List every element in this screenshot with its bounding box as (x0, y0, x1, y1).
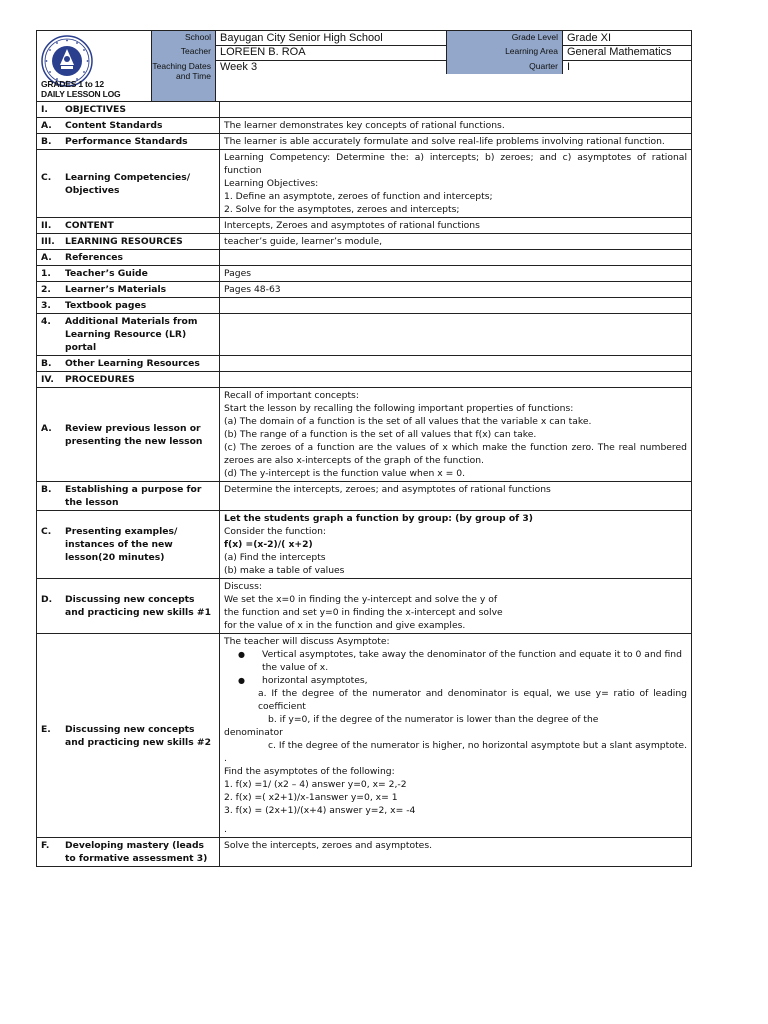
row-text: Solve the intercepts, zeroes and asymptotes. (220, 838, 692, 867)
row-label: Discussing new concepts and practicing new skills #1 (65, 594, 211, 618)
logo-area (37, 31, 151, 101)
examples-function: f(x) =(x-2)/( x+2) (224, 539, 313, 550)
discuss-line: for the value of x in the function and give examples. (224, 620, 466, 631)
quarter-label: Quarter (446, 60, 563, 74)
find-heading: Find the asymptotes of the following: (224, 766, 395, 777)
row-label: References (65, 252, 123, 263)
row-label: Review previous lesson or presenting the new lesson (65, 422, 203, 447)
row-number: IV. (41, 374, 54, 385)
daily-lesson-log (36, 30, 692, 867)
row-text: Pages (220, 266, 692, 282)
examples-line: Consider the function: (224, 526, 327, 537)
row-performance-standards (37, 134, 692, 150)
row-textbook-pages (37, 298, 692, 314)
row-label: CONTENT (65, 220, 114, 231)
row-text: The learner is able accurately formulate and solve real-life problems involving rational function. (220, 134, 692, 150)
row-label: Presenting examples/ instances of the new lesson(20 minutes) (65, 526, 178, 563)
row-label: Performance Standards (65, 136, 188, 147)
examples-line: Let the students graph a function by group: (by group of 3) (224, 513, 533, 524)
competency-text: Learning Competency: Determine the: a) intercepts; b) zeroes; and c) asymptotes of rational function (224, 152, 687, 176)
row-text: Pages 48-63 (220, 282, 692, 298)
exercise-3: 3. f(x) = (2x+1)/(x+4) answer y=2, x= -4 (224, 805, 416, 816)
row-label: OBJECTIVES (65, 104, 126, 115)
header-row-dates (151, 60, 691, 101)
row-teachers-guide (37, 266, 692, 282)
rule-a: a. If the degree of the numerator and denominator is equal, we use y= ratio of leading coefficient (258, 688, 687, 712)
row-number: B. (41, 358, 52, 369)
teaching-dates-label: Teaching Dates and Time (151, 60, 216, 101)
row-number: 1. (41, 268, 51, 279)
row-number: III. (41, 236, 55, 247)
school-value: Bayugan City Senior High School (220, 32, 383, 44)
row-label: Other Learning Resources (65, 358, 200, 369)
row-text: Intercepts, Zeroes and asymptotes of rational functions (220, 218, 692, 234)
row-number: B. (41, 484, 52, 495)
row-purpose (37, 482, 692, 511)
review-line: Recall of important concepts: (224, 390, 359, 401)
row-label: Developing mastery (leads to formative assessment 3) (65, 840, 208, 864)
quarter-value: I (567, 61, 571, 73)
row-number: B. (41, 136, 52, 147)
row-text: Determine the intercepts, zeroes; and asymptotes of rational functions (220, 482, 692, 511)
row-review (37, 388, 692, 482)
row-content-standards (37, 118, 692, 134)
examples-line: (b) make a table of values (224, 565, 345, 576)
grades-title (41, 79, 120, 99)
row-label: Discussing new concepts and practicing new skills #2 (65, 723, 211, 748)
row-procedures (37, 372, 692, 388)
header-row-school (151, 31, 691, 46)
lesson-table (36, 101, 692, 867)
row-label: Teacher’s Guide (65, 268, 148, 279)
discuss-line: We set the x=0 in finding the y-intercept and solve the y of (224, 594, 498, 605)
rule-c: c. If the degree of the numerator is higher, no horizontal asymptote but a slant asymptote. (268, 740, 688, 751)
row-label: Additional Materials from Learning Resource (LR) portal (65, 316, 198, 353)
row-number: C. (41, 526, 52, 537)
review-line: (b) The range of a function is the set of all values that f(x) can take. (224, 429, 537, 440)
discuss-line: the function and set y=0 in finding the x-intercept and solve (224, 607, 503, 618)
row-label: Establishing a purpose for the lesson (65, 484, 202, 508)
teacher-label: Teacher (151, 45, 216, 60)
asymptote-list (224, 648, 687, 687)
row-discuss-1 (37, 579, 692, 634)
row-label: Content Standards (65, 120, 163, 131)
row-number: I. (41, 104, 48, 115)
row-number: A. (41, 120, 52, 131)
row-label: Learning Competencies/ Objectives (65, 171, 191, 196)
school-label: School (151, 31, 216, 45)
objective-2: 2. Solve for the asymptotes, zeroes and intercepts; (224, 204, 460, 215)
row-additional-materials (37, 314, 692, 356)
row-text: teacher’s guide, learner’s module, (220, 234, 692, 250)
rule-b-end: denominator (224, 727, 283, 738)
row-number: 4. (41, 316, 51, 327)
objectives-heading: Learning Objectives: (224, 178, 319, 189)
review-line: Start the lesson by recalling the following important properties of functions: (224, 403, 574, 414)
exercise-2: 2. f(x) =( x2+1)/x-1answer y=0, x= 1 (224, 792, 398, 803)
row-examples (37, 511, 692, 579)
row-discuss-2 (37, 634, 692, 838)
row-text: The learner demonstrates key concepts of rational functions. (220, 118, 692, 134)
discuss-line: Discuss: (224, 581, 262, 592)
examples-line: (a) Find the intercepts (224, 552, 326, 563)
grade-level-label: Grade Level (446, 31, 563, 45)
review-line: (d) The y-intercept is the function value when x = 0. (224, 468, 465, 479)
rule-b: b. if y=0, if the degree of the numerator is lower than the degree of the (268, 714, 599, 725)
row-number: C. (41, 171, 52, 183)
review-line: (a) The domain of a function is the set of all values that the variable x can take. (224, 416, 592, 427)
row-learning-resources (37, 234, 692, 250)
row-other-resources (37, 356, 692, 372)
row-number: II. (41, 220, 52, 231)
row-number: A. (41, 422, 52, 434)
header (36, 30, 692, 101)
grades-line-2: DAILY LESSON LOG (41, 89, 121, 99)
header-grid (151, 31, 691, 101)
bullet-horizontal: ● horizontal asymptotes, (262, 674, 687, 687)
separator-dot: . (224, 753, 227, 764)
row-learners-materials (37, 282, 692, 298)
row-objectives (37, 102, 692, 118)
learning-area-value: General Mathematics (567, 46, 672, 58)
exercise-1: 1. f(x) =1/ (x2 – 4) answer y=0, x= 2,-2 (224, 779, 407, 790)
objective-1: 1. Define an asymptote, zeroes of function and intercepts; (224, 191, 493, 202)
review-line: (c) The zeroes of a function are the values of x which make the function zero. The real numbered zeroes are also x-intercepts of the graph of the function. (224, 442, 687, 466)
row-mastery (37, 838, 692, 867)
row-number: E. (41, 723, 51, 735)
row-number: 2. (41, 284, 51, 295)
teacher-value: LOREEN B. ROA (220, 46, 306, 58)
separator-dot: . (224, 824, 227, 835)
row-label: PROCEDURES (65, 374, 135, 385)
row-number: D. (41, 594, 53, 605)
row-number: A. (41, 252, 52, 263)
row-content (37, 218, 692, 234)
grades-line-1: GRADES 1 to 12 (41, 79, 104, 89)
grade-level-value: Grade XI (567, 32, 612, 44)
header-row-teacher (151, 45, 691, 61)
row-label: LEARNING RESOURCES (65, 236, 183, 247)
row-references (37, 250, 692, 266)
teaching-dates-value: Week 3 (220, 61, 258, 73)
learning-area-label: Learning Area (446, 45, 563, 60)
row-label: Learner’s Materials (65, 284, 167, 295)
row-number: 3. (41, 300, 51, 311)
row-label: Textbook pages (65, 300, 147, 311)
bullet-vertical: ● Vertical asymptotes, take away the denominator of the function and equate it to 0 and find the value of x. (262, 648, 687, 674)
row-learning-competencies (37, 150, 692, 218)
asymptote-intro: The teacher will discuss Asymptote: (224, 636, 390, 647)
row-number: F. (41, 840, 50, 851)
